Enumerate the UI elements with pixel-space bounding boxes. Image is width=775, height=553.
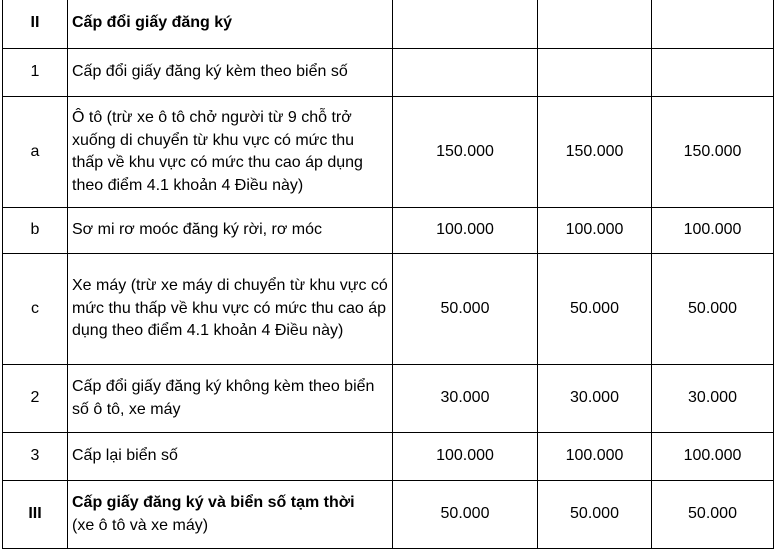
fee-cell: 50.000 xyxy=(393,254,538,365)
fee-cell: 100.000 xyxy=(652,433,774,481)
fee-cell xyxy=(652,0,774,49)
fee-cell: 30.000 xyxy=(538,365,652,433)
fee-cell: 150.000 xyxy=(393,97,538,208)
fee-cell: 50.000 xyxy=(538,254,652,365)
table-row xyxy=(3,481,774,549)
table-row xyxy=(3,0,774,49)
row-content: Sơ mi rơ moóc đăng ký rời, rơ móc xyxy=(68,208,393,254)
fee-cell: 50.000 xyxy=(538,481,652,549)
fee-cell: 30.000 xyxy=(393,365,538,433)
fee-cell xyxy=(652,49,774,97)
table-row xyxy=(3,49,774,97)
fee-cell: 150.000 xyxy=(652,97,774,208)
row-number: 2 xyxy=(3,365,68,433)
row-number: 3 xyxy=(3,433,68,481)
row-content xyxy=(68,481,393,549)
fee-cell xyxy=(538,49,652,97)
fee-cell: 100.000 xyxy=(538,433,652,481)
table-row xyxy=(3,433,774,481)
fee-cell: 50.000 xyxy=(652,481,774,549)
row-content: Ô tô (trừ xe ô tô chở người từ 9 chỗ trở xuống di chuyển từ khu vực có mức thu thấp về khu vực có mức thu cao áp dụng theo điểm 4.1 khoản 4 Điều này) xyxy=(68,97,393,208)
fee-cell: 100.000 xyxy=(393,433,538,481)
table-row xyxy=(3,254,774,365)
fee-cell xyxy=(538,0,652,49)
row-number: III xyxy=(3,481,68,549)
table-row xyxy=(3,97,774,208)
row-number: c xyxy=(3,254,68,365)
fee-cell: 50.000 xyxy=(652,254,774,365)
row-content-note: (xe ô tô và xe máy) xyxy=(72,516,209,534)
row-content: Cấp đổi giấy đăng ký xyxy=(68,0,393,49)
fee-table xyxy=(2,0,774,549)
fee-cell xyxy=(393,0,538,49)
fee-cell: 50.000 xyxy=(393,481,538,549)
fee-cell: 150.000 xyxy=(538,97,652,208)
fee-cell xyxy=(393,49,538,97)
table-row xyxy=(3,365,774,433)
fee-cell: 100.000 xyxy=(393,208,538,254)
row-content-title: Cấp giấy đăng ký và biển số tạm thời xyxy=(72,494,355,511)
row-content: Cấp đổi giấy đăng ký kèm theo biển số xyxy=(68,49,393,97)
row-content: Xe máy (trừ xe máy di chuyển từ khu vực có mức thu thấp về khu vực có mức thu cao áp dụng theo điểm 4.1 khoản 4 Điều này) xyxy=(68,254,393,365)
row-number: II xyxy=(3,0,68,49)
row-content: Cấp lại biển số xyxy=(68,433,393,481)
row-content: Cấp đổi giấy đăng ký không kèm theo biển số ô tô, xe máy xyxy=(68,365,393,433)
fee-cell: 100.000 xyxy=(538,208,652,254)
row-number: b xyxy=(3,208,68,254)
table-row xyxy=(3,208,774,254)
fee-cell: 30.000 xyxy=(652,365,774,433)
row-number: a xyxy=(3,97,68,208)
fee-cell: 100.000 xyxy=(652,208,774,254)
row-number: 1 xyxy=(3,49,68,97)
